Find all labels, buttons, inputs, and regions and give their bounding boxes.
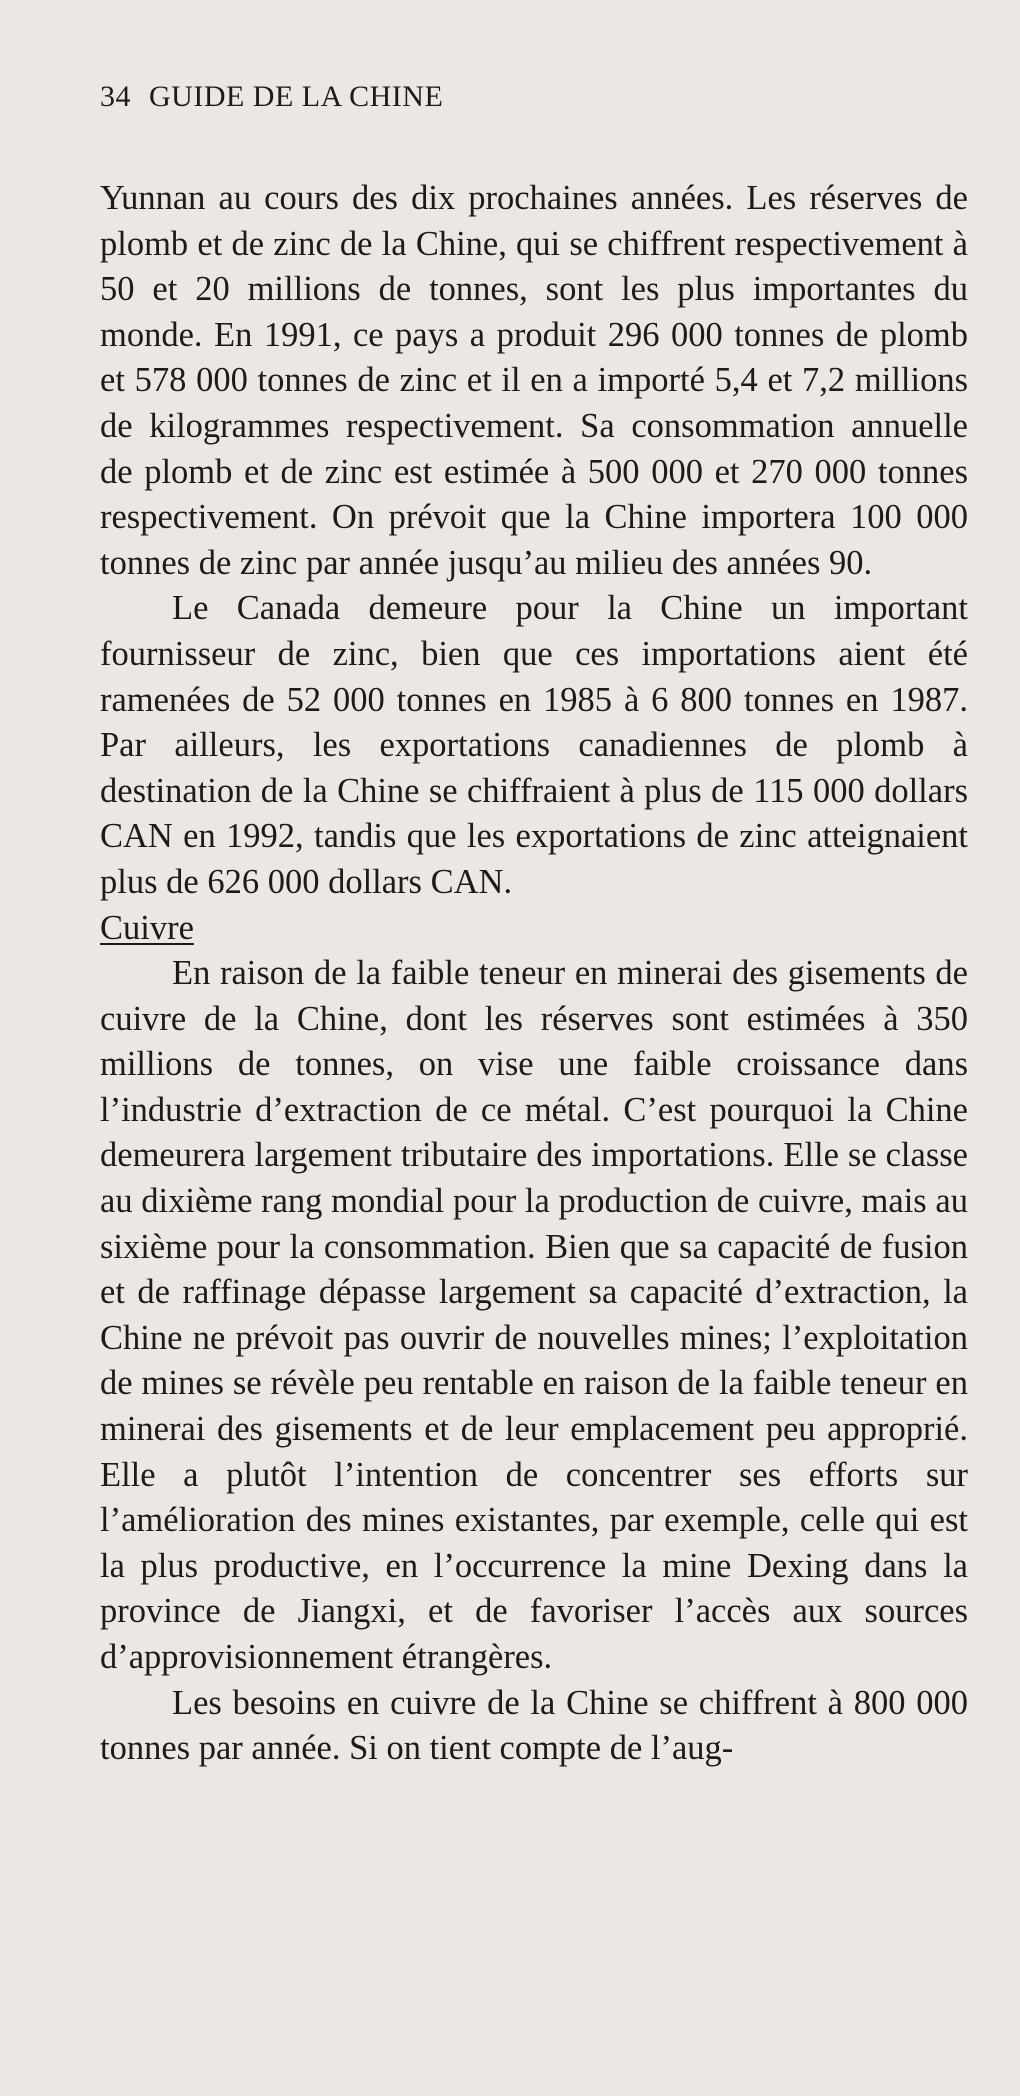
body-text (100, 176, 968, 1772)
paragraph-copper-needs: Les besoins en cuivre de la Chine se chiffrent à 800 000 tonnes par année. Si on tient compte de l’aug- (100, 1683, 968, 1768)
running-header (100, 80, 443, 114)
running-title: GUIDE DE LA CHINE (149, 80, 444, 113)
page-number: 34 (100, 80, 131, 113)
section-heading-cuivre: Cuivre (100, 908, 194, 947)
paragraph-lead-zinc-continued: Yunnan au cours des dix prochaines années. Les réserves de plomb et de zinc de la Chine, qui se chiffrent respectivement à 50 et 20 millions de tonnes, sont les plus importantes du monde. En 1991, ce pays a produit 296 000 tonnes de plomb et 578 000 tonnes de zinc et il en a importé 5,4 et 7,2 millions de kilogrammes respectivement. Sa consommation annuelle de plomb et de zinc est estimée à 500 000 et 270 000 tonnes respectivement. On prévoit que la Chine importera 100 000 tonnes de zinc par année jusqu’au milieu des années 90. (100, 179, 968, 582)
paragraph-canada-zinc: Le Canada demeure pour la Chine un important fournisseur de zinc, bien que ces importations aient été ramenées de 52 000 tonnes en 1985 à 6 800 tonnes en 1987. Par ailleurs, les exportations canadiennes de plomb à destination de la Chine se chiffraient à plus de 115 000 dollars CAN en 1992, tandis que les exportations de zinc atteignaient plus de 626 000 dollars CAN. (100, 589, 968, 901)
paragraph-copper-deposits: En raison de la faible teneur en minerai des gisements de cuivre de la Chine, dont les réserves sont estimées à 350 millions de tonnes, on vise une faible croissance dans l’industrie d’extraction de ce métal. C’est pourquoi la Chine demeurera largement tributaire des importations. Elle se classe au dixième rang mondial pour la production de cuivre, mais au sixième pour la consommation. Bien que sa capacité de fusion et de raffinage dépasse largement sa capacité d’extraction, la Chine ne prévoit pas ouvrir de nouvelles mines; l’exploitation de mines se révèle peu rentable en raison de la faible teneur en minerai des gisements et de leur emplacement peu approprié. Elle a plutôt l’intention de concentrer ses efforts sur l’amélioration des mines existantes, par exemple, celle qui est la plus productive, en l’occurrence la mine Dexing dans la province de Jiangxi, et de favoriser l’accès aux sources d’approvisionnement étrangères. (100, 954, 968, 1676)
